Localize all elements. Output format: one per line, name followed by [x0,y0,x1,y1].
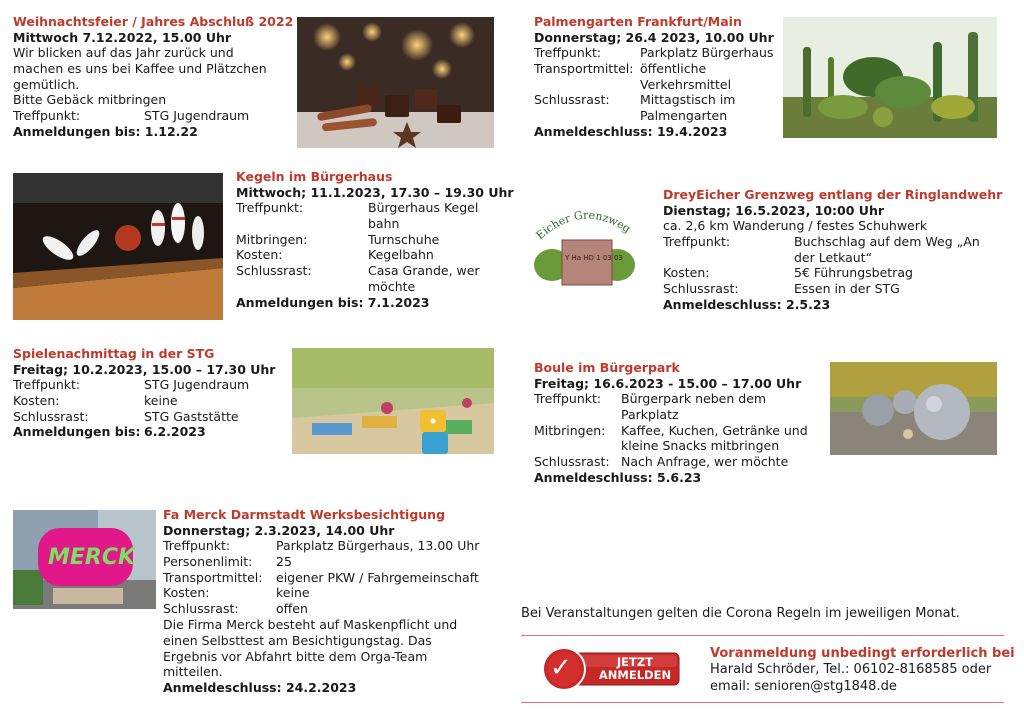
palm-garden-image [783,17,997,138]
event-transport: Transportmittel: öffentliche Verkehrsmittel [534,60,732,92]
event-registration: Anmeldeschluss: 2.5.23 [663,296,831,312]
event-costs: Kosten: keine [163,585,310,601]
event-date: Donnerstag; 26.4 2023, 10.00 Uhr [534,30,774,45]
event-registration: Anmeldungen bis: 6.2.2023 [13,424,206,440]
event-meeting-point: Treffpunkt: Buchschlag auf dem Weg „An der Letkaut“ [663,233,980,265]
register-button[interactable] [542,647,681,691]
event-text: machen es uns bei Kaffee und Plätzchen [13,60,267,76]
event-registration: Anmeldeschluss: 19.4.2023 [534,123,728,139]
event-weihnachtsfeier [13,14,298,140]
event-costs: Kosten: 5€ Führungsbetrag [663,265,913,281]
event-text: einen Selbsttest am Besichtigungstag. Das [163,632,432,648]
event-costs: Kosten: keine [13,392,178,408]
event-meeting-point: Treffpunkt: STG Jugendraum [13,108,250,124]
event-person-limit: Personenlimit: 25 [163,553,292,569]
corona-notice: Bei Veranstaltungen gelten die Corona Regeln im jeweiligen Monat. [521,606,960,621]
boundary-stone-text: Y Ha HD 1 03 03 [565,254,623,262]
checkmark-icon: ✓ [550,653,572,683]
merck-logo-text: MERCK [48,545,136,570]
event-meeting-point: Treffpunkt: Bürgerpark neben dem Parkplatz [534,391,767,422]
christmas-cookies-image [297,17,494,148]
event-text: Bitte Gebäck mitbringen [13,92,167,108]
event-text: Ergebnis vor Abfahrt bitte dem Orga-Team [163,648,428,664]
event-meeting-point: Treffpunkt: STG Jugendraum [13,377,250,392]
contact-block [710,646,1015,695]
event-text: ca. 2,6 km Wanderung / festes Schuhwerk [663,218,928,233]
board-game-image [292,348,494,454]
grenzweg-logo-image [532,205,636,291]
event-text: gemütlich. [13,76,80,92]
event-title: DreyEicher Grenzweg entlang der Ringlandwehr [663,187,1003,202]
event-text: Wir blicken auf das Jahr zurück und [13,45,234,60]
event-final-stop: Schlussrast: offen [163,601,308,617]
event-final-stop: Schlussrast: Casa Grande, wer möchte [236,263,480,294]
event-registration: Anmeldungen bis: 1.12.22 [13,123,198,139]
event-boule [534,360,824,486]
event-date: Mittwoch 7.12.2022, 15.00 Uhr [13,30,232,45]
event-registration: Anmeldungen bis: 7.1.2023 [236,294,430,310]
boule-image [830,362,997,455]
event-grenzweg [663,187,1003,313]
event-meeting-point: Treffpunkt: Parkplatz Bürgerhaus, 13.00 Uhr [163,538,480,553]
event-date: Donnerstag; 2.3.2023, 14.00 Uhr [163,523,395,538]
event-title: Boule im Bürgerpark [534,360,680,375]
merck-image [13,510,156,609]
event-final-stop: Schlussrast: STG Gaststätte [13,408,239,424]
event-bring: Mitbringen: Turnschuhe [236,231,440,247]
divider-bottom [521,702,1004,703]
event-meeting-point: Treffpunkt: Bürgerhaus Kegel bahn [236,200,479,231]
event-final-stop: Schlussrast: Essen in der STG [663,281,900,297]
event-title: Palmengarten Frankfurt/Main [534,14,742,29]
divider-top [521,635,1004,636]
event-title: Spielenachmittag in der STG [13,346,215,361]
event-title: Weihnachtsfeier / Jahres Abschluß 2022 [13,14,294,29]
event-text: mitteilen. [163,664,223,680]
event-meeting-point: Treffpunkt: Parkplatz Bürgerhaus [534,45,774,60]
register-button-label: JETZT ANMELDEN [598,655,672,682]
contact-email: email: senioren@stg1848.de [710,679,897,694]
event-spielenachmittag [13,346,283,440]
event-date: Dienstag; 16.5.2023, 10:00 Uhr [663,203,885,218]
contact-phone: Harald Schröder, Tel.: 06102-8168585 oder [710,662,992,677]
preregistration-title: Voranmeldung unbedingt erforderlich bei [710,646,1015,661]
grenzweg-logo-text: Eicher Grenzweg [533,208,634,243]
event-final-stop: Schlussrast: Nach Anfrage, wer möchte [534,454,789,470]
event-costs: Kosten: Kegelbahn [236,247,434,263]
svg-text:Eicher Grenzweg [534,209,633,243]
event-registration: Anmeldeschluss: 5.6.23 [534,469,702,485]
event-title: Kegeln im Bürgerhaus [236,169,393,184]
event-text: Die Firma Merck besteht auf Maskenpflicht und [163,616,458,632]
event-registration: Anmeldeschluss: 24.2.2023 [163,680,357,696]
event-final-stop: Schlussrast: Mittagstisch im Palmengarten [534,92,736,124]
event-title: Fa Merck Darmstadt Werksbesichtigung [163,507,446,522]
event-transport: Transportmittel: eigener PKW / Fahrgemeinschaft [163,569,479,585]
bowling-image [13,173,223,320]
event-palmengarten [534,14,784,140]
event-merck [163,507,503,696]
event-date: Freitag; 10.2.2023, 15.00 – 17.30 Uhr [13,362,276,377]
event-date: Mittwoch; 11.1.2023, 17.30 – 19.30 Uhr [236,185,514,200]
event-kegeln [236,169,514,311]
event-date: Freitag; 16.6.2023 - 15.00 – 17.00 Uhr [534,376,802,391]
event-bring: Mitbringen: Kaffee, Kuchen, Getränke und kleine Snacks mitbringen [534,422,808,454]
